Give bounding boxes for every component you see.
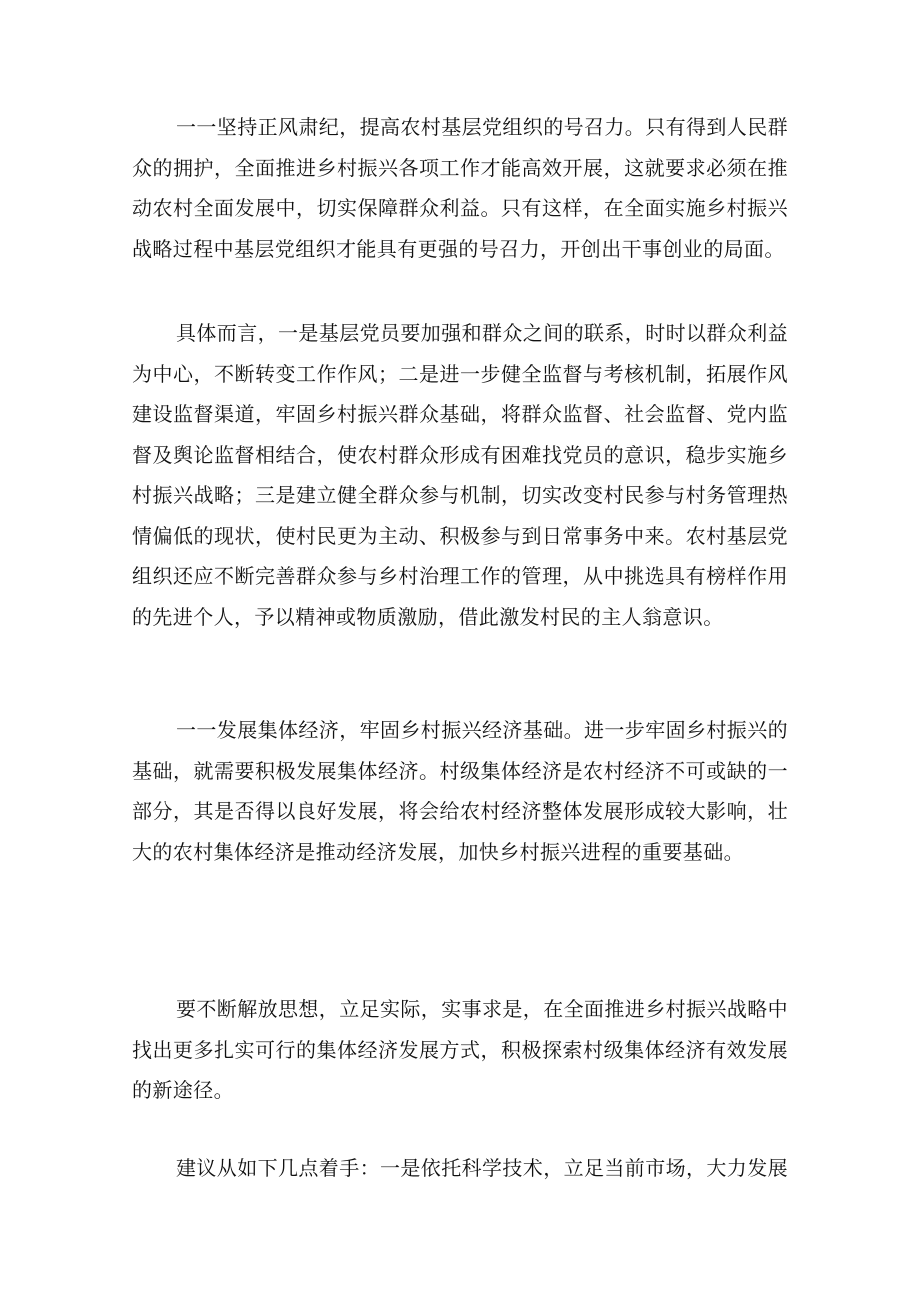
paragraph-collective-economy: 一一发展集体经济，牢固乡村振兴经济基础。进一步牢固乡村振兴的基础，就需要积极发展集体经济。村级集体经济是农村经济不可或缺的一部分，其是否得以良好发展，将会给农村经济整体发展形成较大影响，壮大的农村集体经济是推动经济发展，加快乡村振兴进程的重要基础。 xyxy=(132,718,788,864)
paragraph-suggestions: 建议从如下几点着手：一是依托科学技术，立足当前市场，大力发展 xyxy=(176,1156,788,1180)
paragraph-emancipate-mind: 要不断解放思想，立足实际，实事求是，在全面推进乡村振兴战略中找出更多扎实可行的集体经济发展方式，积极探索村级集体经济有效发展的新途径。 xyxy=(132,997,788,1102)
paragraph-specific-measures: 具体而言，一是基层党员要加强和群众之间的联系，时时以群众利益为中心，不断转变工作作风；二是进一步健全监督与考核机制，拓展作风建设监督渠道，牢固乡村振兴群众基础，将群众监督、社会监督、党内监督及舆论监督相结合，使农村群众形成有困难找党员的意识，稳步实施乡村振兴战略；三是建立健全群众参与机制，切实改变村民参与村务管理热情偏低的现状，使村民更为主动、积极参与到日常事务中来。农村基层党组织还应不断完善群众参与乡村治理工作的管理，从中挑选具有榜样作用的先进个人，予以精神或物质激励，借此激发村民的主人翁意识。 xyxy=(132,321,788,629)
paragraph-discipline: 一一坚持正风肃纪，提高农村基层党组织的号召力。只有得到人民群众的拥护，全面推进乡村振兴各项工作才能高效开展，这就要求必须在推动农村全面发展中，切实保障群众利益。只有这样，在全面实施乡村振兴战略过程中基层党组织才能具有更强的号召力，开创出干事创业的局面。 xyxy=(132,115,788,261)
